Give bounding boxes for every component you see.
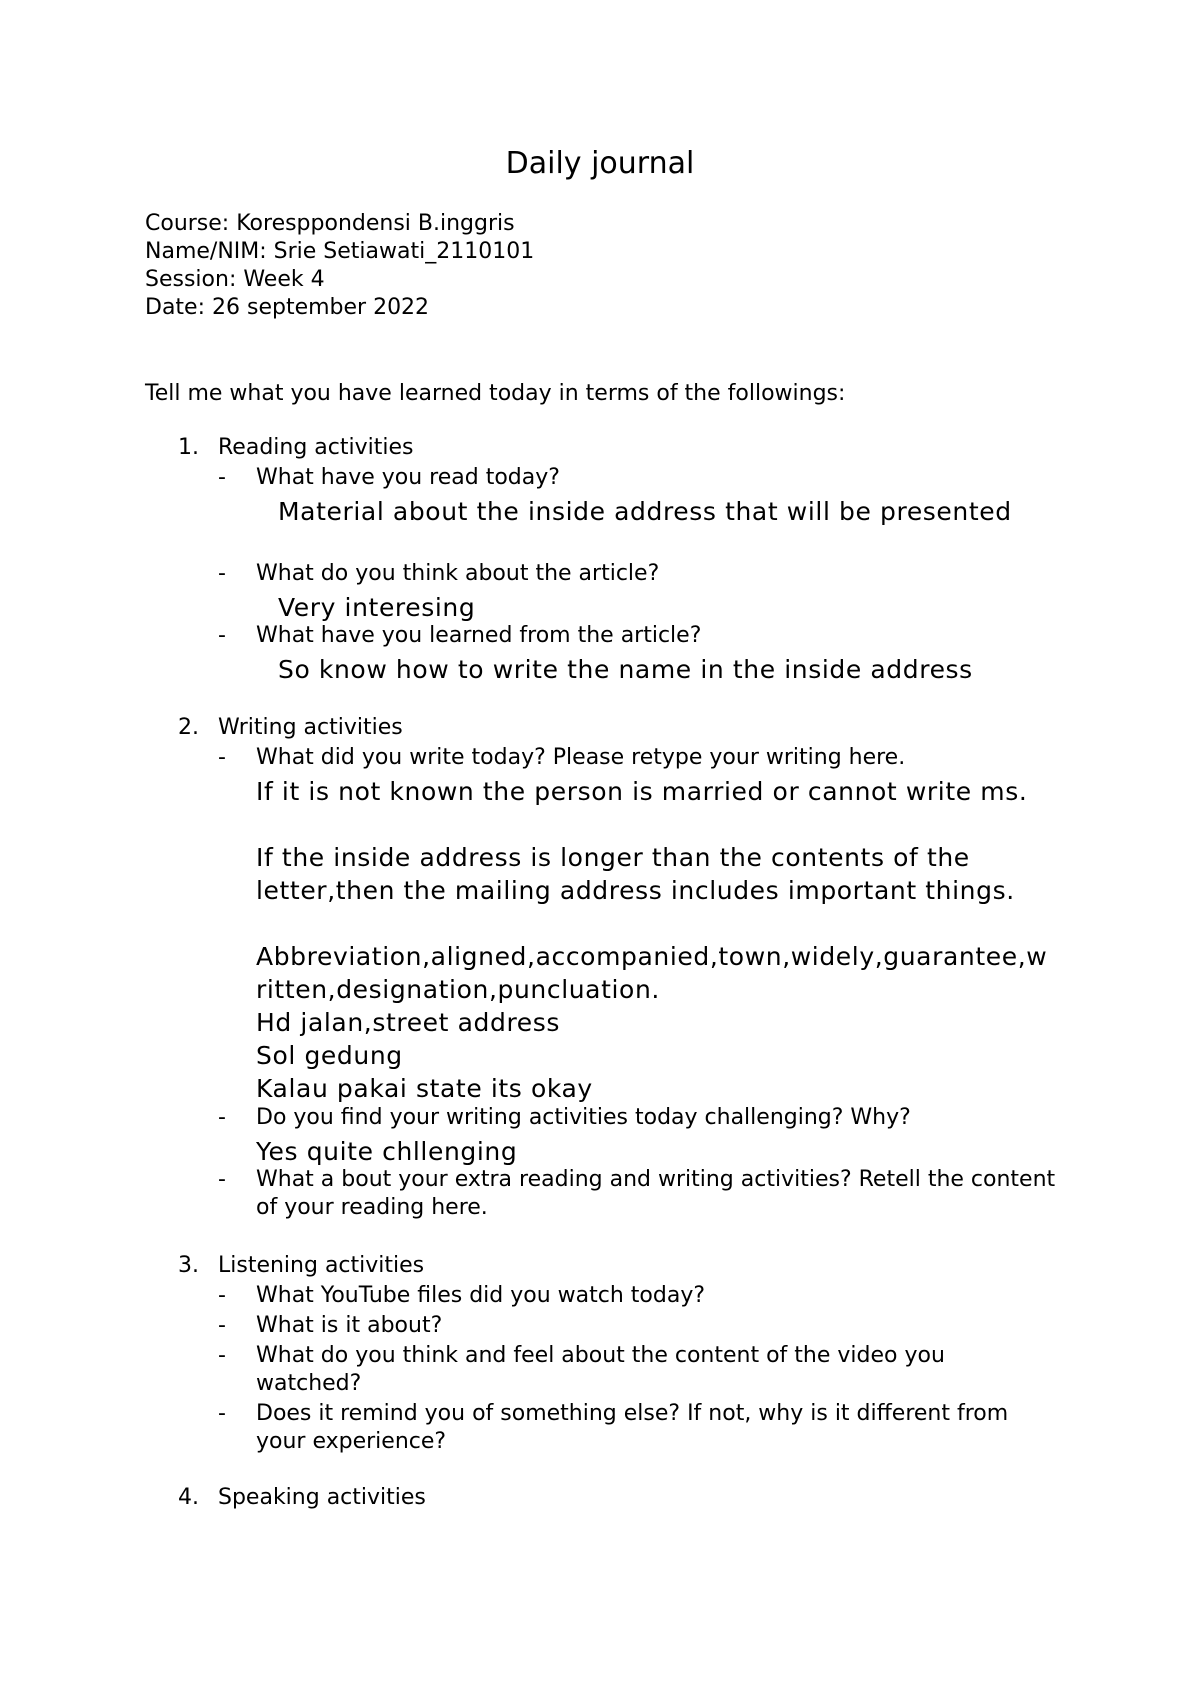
bullet-dash: - — [218, 561, 226, 586]
journal-meta — [145, 210, 534, 322]
question-text: Do you find your writing activities today challenging? Why? — [256, 1105, 911, 1130]
section-title: Writing activities — [218, 715, 403, 740]
section-reading-heading — [178, 434, 413, 462]
question-text: What is it about? — [256, 1313, 443, 1338]
question-text: What YouTube files did you watch today? — [256, 1283, 706, 1308]
bullet-dash: - — [218, 1105, 226, 1130]
section-writing-heading — [178, 714, 403, 742]
section-title: Listening activities — [218, 1253, 425, 1278]
question-text: What do you think about the article? — [256, 561, 660, 586]
answer-text: If the inside address is longer than the contents of the letter,then the mailing address includes important things. — [256, 843, 1015, 905]
answer-text: Yes quite chllenging — [256, 1137, 518, 1166]
session-line: Session: Week 4 — [145, 267, 325, 292]
bullet-dash: - — [218, 1343, 226, 1368]
section-title: Speaking activities — [218, 1485, 426, 1510]
section-speaking-heading — [178, 1484, 426, 1512]
answer-text: If it is not known the person is married or cannot write ms. — [256, 777, 1028, 806]
question-text: What did you write today? Please retype your writing here. — [256, 745, 906, 770]
date-line: Date: 26 september 2022 — [145, 295, 430, 320]
answer-text: Material about the inside address that will be presented — [278, 497, 1012, 526]
bullet-dash: - — [218, 1283, 226, 1308]
answer-text: Abbreviation,aligned,accompanied,town,widely,guarantee,written,designation,puncluation. — [256, 942, 1048, 1004]
question-text: What have you read today? — [256, 465, 560, 490]
question-text: What a bout your extra reading and writing activities? Retell the content of your reading here. — [256, 1167, 1056, 1220]
bullet-dash: - — [218, 465, 226, 490]
answer-text: Sol gedung — [256, 1041, 403, 1070]
section-number: 4. — [178, 1485, 199, 1510]
answer-text: Very interesing — [278, 593, 476, 622]
bullet-dash: - — [218, 1313, 226, 1338]
question-text: Does it remind you of something else? If not, why is it different from your experience? — [256, 1401, 1009, 1454]
answer-text: Hd jalan,street address — [256, 1008, 561, 1037]
bullet-dash: - — [218, 745, 226, 770]
name-nim-line: Name/NIM: Srie Setiawati_2110101 — [145, 239, 535, 264]
section-number: 2. — [178, 715, 199, 740]
answer-text: So know how to write the name in the inside address — [278, 655, 973, 684]
bullet-dash: - — [218, 1401, 226, 1426]
section-number: 3. — [178, 1253, 199, 1278]
course-line: Course: Koresppondensi B.inggris — [145, 211, 515, 236]
section-listening-heading — [178, 1252, 424, 1280]
intro-prompt: Tell me what you have learned today in terms of the followings: — [145, 381, 846, 406]
answer-text: Kalau pakai state its okay — [256, 1074, 593, 1103]
question-text: What do you think and feel about the content of the video you watched? — [256, 1343, 945, 1396]
section-number: 1. — [178, 435, 199, 460]
question-text: What have you learned from the article? — [256, 623, 702, 648]
page-title: Daily journal — [505, 146, 695, 181]
bullet-dash: - — [218, 623, 226, 648]
bullet-dash: - — [218, 1167, 226, 1192]
section-title: Reading activities — [218, 435, 414, 460]
